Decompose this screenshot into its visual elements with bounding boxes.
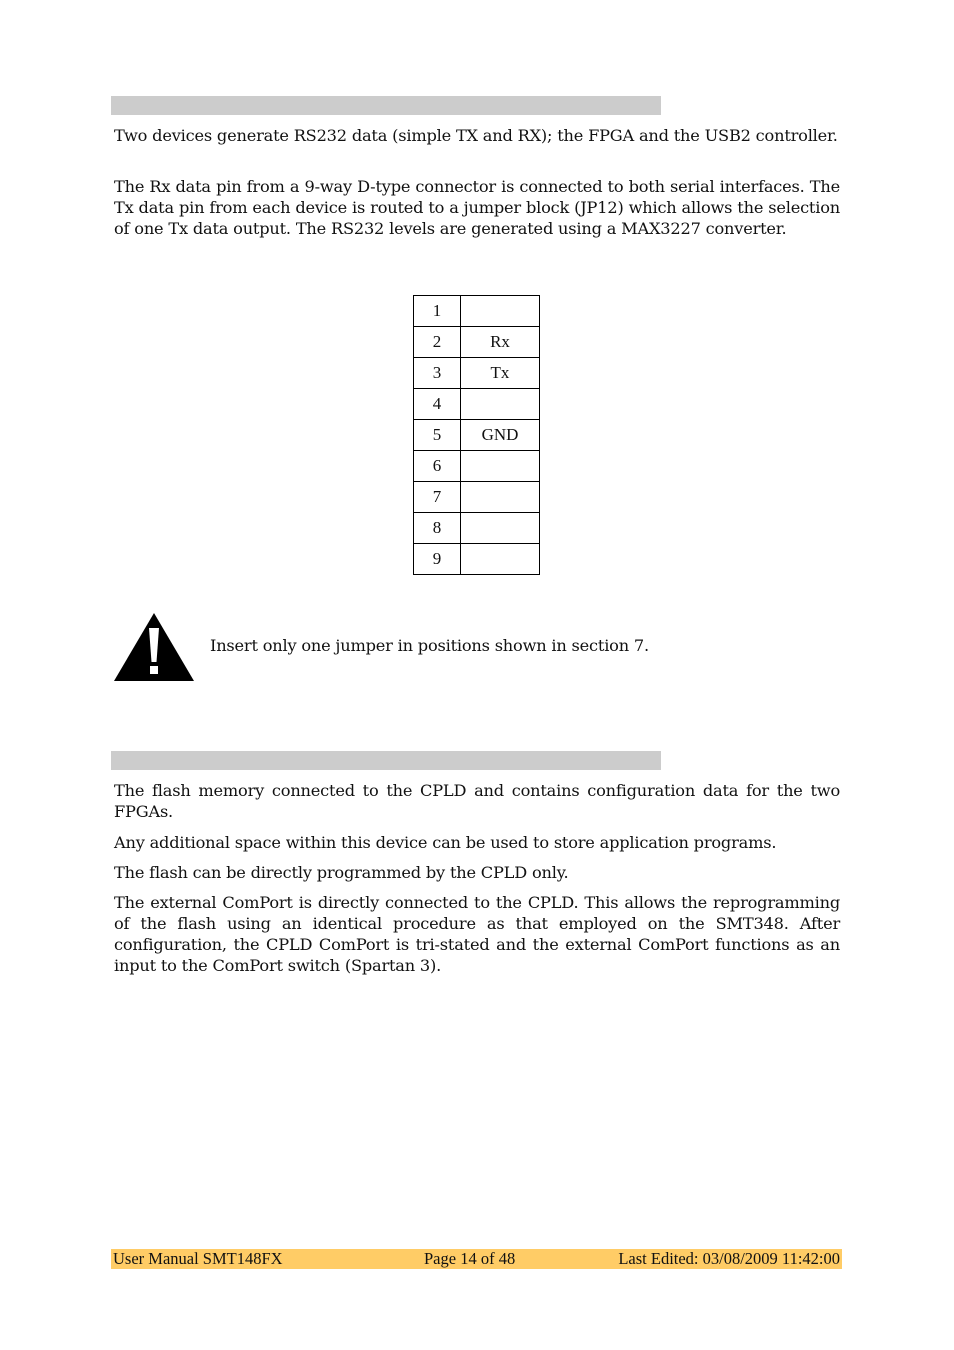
pin-signal: Tx bbox=[461, 358, 540, 389]
flash-paragraph-2: Any additional space within this device can be used to store application programs. bbox=[114, 833, 777, 852]
warning-text: Insert only one jumper in positions shown in section 7. bbox=[210, 636, 649, 655]
pin-signal: Rx bbox=[461, 327, 540, 358]
pin-signal bbox=[461, 513, 540, 544]
rs232-paragraph-2: The Rx data pin from a 9-way D-type connector is connected to both serial interfaces. The Tx data pin from each device is routed to a jumper block (JP12) which allows the selection of one Tx data output. The RS232 levels are generated using a MAX3227 converter. bbox=[114, 177, 840, 238]
table-row bbox=[414, 513, 540, 544]
section-heading-bar-flash bbox=[111, 751, 661, 770]
page-footer bbox=[111, 1249, 842, 1269]
flash-paragraph-3: The flash can be directly programmed by the CPLD only. bbox=[114, 863, 569, 882]
section-heading-bar-rs232 bbox=[111, 96, 661, 115]
pin-number: 1 bbox=[414, 296, 461, 327]
pin-number: 3 bbox=[414, 358, 461, 389]
footer-last-edited: Last Edited: 03/08/2009 11:42:00 bbox=[618, 1249, 840, 1268]
table-row bbox=[414, 296, 540, 327]
pin-signal bbox=[461, 451, 540, 482]
table-row bbox=[414, 389, 540, 420]
pin-number: 9 bbox=[414, 544, 461, 575]
table-row bbox=[414, 420, 540, 451]
pin-number: 2 bbox=[414, 327, 461, 358]
table-row bbox=[414, 358, 540, 389]
pin-signal bbox=[461, 389, 540, 420]
pin-number: 4 bbox=[414, 389, 461, 420]
pin-number: 7 bbox=[414, 482, 461, 513]
pin-number: 8 bbox=[414, 513, 461, 544]
rs232-paragraph-1: Two devices generate RS232 data (simple TX and RX); the FPGA and the USB2 controller. bbox=[114, 126, 838, 145]
footer-page-number: Page 14 of 48 bbox=[424, 1249, 516, 1268]
table-row bbox=[414, 482, 540, 513]
pin-signal bbox=[461, 544, 540, 575]
table-row bbox=[414, 544, 540, 575]
pin-number: 5 bbox=[414, 420, 461, 451]
pin-signal: GND bbox=[461, 420, 540, 451]
footer-document-title: User Manual SMT148FX bbox=[113, 1249, 283, 1268]
warning-triangle-icon bbox=[113, 612, 195, 682]
table-row bbox=[414, 451, 540, 482]
pin-signal bbox=[461, 296, 540, 327]
table-row bbox=[414, 327, 540, 358]
pin-signal bbox=[461, 482, 540, 513]
db9-pinout-table bbox=[413, 295, 540, 575]
flash-paragraph-1: The flash memory connected to the CPLD and contains configuration data for the two FPGAs. bbox=[114, 781, 840, 821]
pin-number: 6 bbox=[414, 451, 461, 482]
flash-paragraph-4: The external ComPort is directly connected to the CPLD. This allows the reprogramming of the flash using an identical procedure as that employed on the SMT348. After configuration, the CPLD ComPort is tri-stated and the external ComPort functions as an input to the ComPort switch (Spartan 3). bbox=[114, 893, 840, 975]
